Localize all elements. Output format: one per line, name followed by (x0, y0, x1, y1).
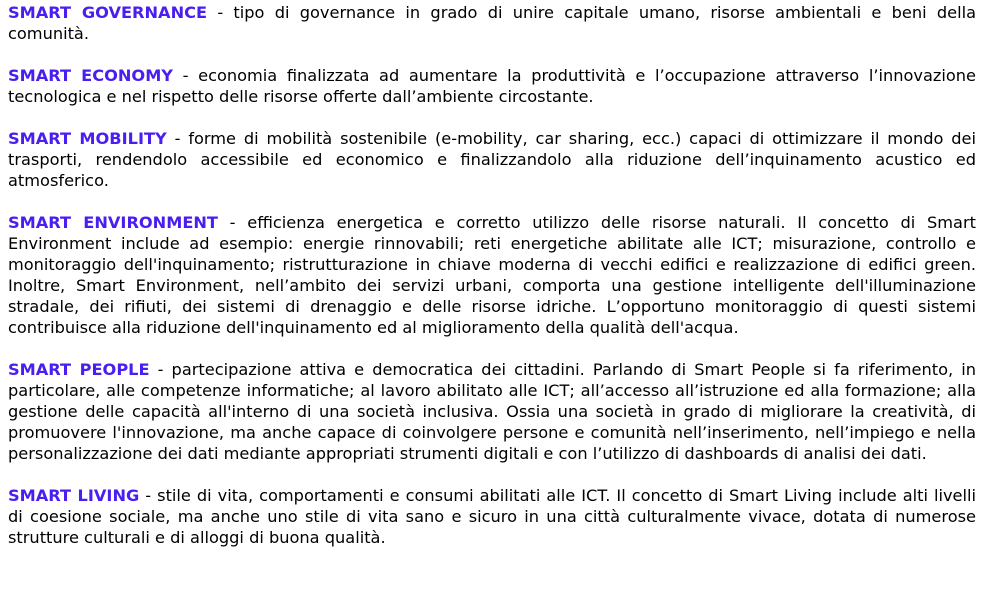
term-smart-living: SMART LIVING (8, 486, 140, 505)
entry-smart-mobility (8, 128, 976, 191)
term-smart-environment: SMART ENVIRONMENT (8, 213, 218, 232)
definition-smart-economy: - economia finalizzata ad aumentare la produttività e l’occupazione attraverso l’innovazione tecnologica e nel rispetto delle risorse offerte dall’ambiente circostante. (8, 66, 977, 106)
entry-smart-living (8, 485, 976, 548)
definition-smart-people: - partecipazione attiva e democratica dei cittadini. Parlando di Smart People si fa riferimento, in particolare, alle competenze informatiche; al lavoro abilitato alle ICT; all’accesso all’istruzione ed alla formazione; alla gestione delle capacità all'interno di una società inclusiva. Ossia una società in grado di migliorare la creatività, di promuovere l'innovazione, ma anche capace di coinvolgere persone e comunità nell’inserimento, nell’impiego e nella personalizzazione dei dati mediante appropriati strumenti digitali e con l’utilizzo di dashboards di analisi dei dati. (8, 360, 976, 463)
definition-smart-environment: - efficienza energetica e corretto utilizzo delle risorse naturali. Il concetto di Smart Environment include ad esempio: energie rinnovabili; reti energetiche abilitate alle ICT; misurazione, controllo e monitoraggio dell'inquinamento; ristrutturazione in chiave moderna di vecchi edifici e realizzazione di edifici green. Inoltre, Smart Environment, nell’ambito dei servizi urbani, comporta una gestione intelligente dell'illuminazione stradale, dei rifiuti, dei sistemi di drenaggio e delle risorse idriche. L’opportuno monitoraggio di questi sistemi contribuisce alla riduzione dell'inquinamento ed al miglioramento della qualità dell'acqua. (8, 213, 976, 337)
entry-smart-economy (8, 65, 976, 107)
definition-smart-mobility: - forme di mobilità sostenibile (e-mobility, car sharing, ecc.) capaci di ottimizzare il mondo dei trasporti, rendendolo accessibile ed economico e finalizzandolo alla riduzione dell’inquinamento acustico ed atmosferico. (8, 129, 977, 190)
entry-smart-environment (8, 212, 976, 338)
term-smart-people: SMART PEOPLE (8, 360, 150, 379)
entry-smart-people (8, 359, 976, 464)
definition-smart-living: - stile di vita, comportamenti e consumi abilitati alle ICT. Il concetto di Smart Living include alti livelli di coesione sociale, ma anche uno stile di vita sano e sicuro in una città culturalmente vivace, dotata di numerose strutture culturali e di alloggi di buona qualità. (8, 486, 976, 547)
term-smart-mobility: SMART MOBILITY (8, 129, 167, 148)
entry-smart-governance (8, 2, 976, 44)
definition-smart-governance: - tipo di governance in grado di unire capitale umano, risorse ambientali e beni della comunità. (8, 3, 976, 43)
term-smart-economy: SMART ECONOMY (8, 66, 174, 85)
term-smart-governance: SMART GOVERNANCE (8, 3, 208, 22)
